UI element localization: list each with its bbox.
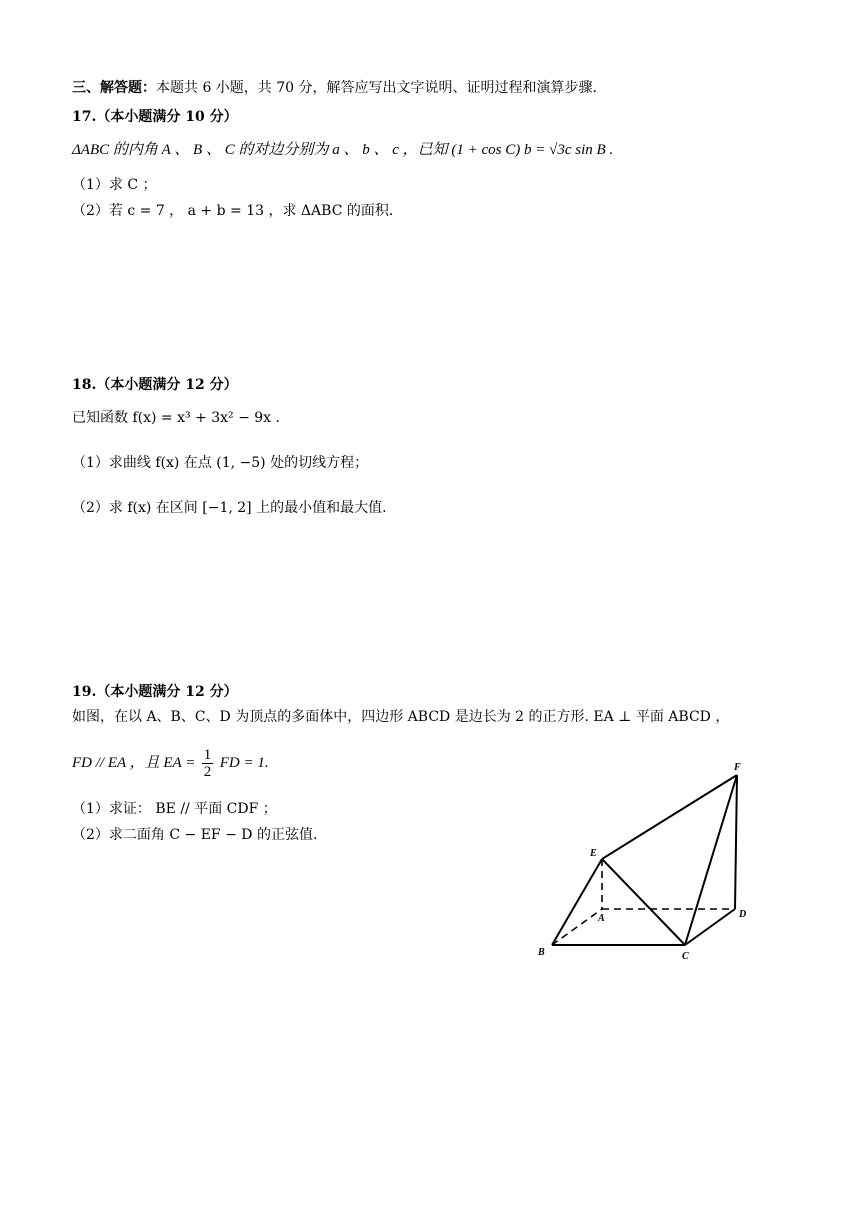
q19-stem2-b: FD = 1. xyxy=(219,755,269,771)
q18-header: 18.（本小题满分 12 分） xyxy=(72,377,238,393)
edge-BA-hidden xyxy=(552,909,602,945)
q19-stem-line2 xyxy=(72,745,269,781)
fraction-one-half xyxy=(202,747,214,780)
q19-part1: （1）求证： BE // 平面 CDF ； xyxy=(72,801,277,817)
q18-part2: （2）求 f(x) 在区间 [−1, 2] 上的最小值和最大值. xyxy=(72,500,387,516)
polyhedron-figure xyxy=(520,755,760,970)
q18-stem: 已知函数 f(x) = x³ + 3x² − 9x . xyxy=(72,410,280,426)
fraction-denominator: 2 xyxy=(203,763,212,780)
vertex-label-F: F xyxy=(734,762,741,773)
q19-part2: （2）求二面角 C − EF − D 的正弦值. xyxy=(72,827,318,843)
edge-BE xyxy=(552,859,602,945)
q17-stem: ΔABC 的内角 A 、 B 、 C 的对边分别为 a 、 b 、 c ，已知 (1 + cos C) b = √3c sin B . xyxy=(72,142,614,158)
section-header xyxy=(72,78,597,98)
q19-header: 19.（本小题满分 12 分） xyxy=(72,684,238,700)
q17-part2: （2）若 c = 7 ， a + b = 13 ，求 ΔABC 的面积. xyxy=(72,203,394,219)
q17-header: 17.（本小题满分 10 分） xyxy=(72,109,238,125)
fraction-numerator: 1 xyxy=(203,746,212,763)
edge-EF xyxy=(602,775,737,859)
q19-stem2-a: FD // EA ，且 EA = xyxy=(72,755,196,771)
section-intro: 本题共 6 小题，共 70 分，解答应写出文字说明、证明过程和演算步骤. xyxy=(156,80,597,96)
section-heading: 三、解答题： xyxy=(72,80,156,96)
q18-part1: （1）求曲线 f(x) 在点 (1, −5) 处的切线方程； xyxy=(72,455,369,471)
edge-CF xyxy=(685,775,737,945)
vertex-label-D: D xyxy=(739,909,747,920)
edge-DF xyxy=(735,775,737,909)
edge-EC xyxy=(602,859,685,945)
edge-CD xyxy=(685,909,735,945)
vertex-label-C: C xyxy=(682,951,689,962)
vertex-label-B: B xyxy=(538,947,545,958)
q17-part1: （1）求 C ； xyxy=(72,177,157,193)
q19-stem: 如图，在以 A、B、C、D 为顶点的多面体中，四边形 ABCD 是边长为 2 的正方形. EA ⊥ 平面 ABCD ， xyxy=(72,709,730,725)
vertex-label-A: A xyxy=(598,913,605,924)
vertex-label-E: E xyxy=(590,848,597,859)
